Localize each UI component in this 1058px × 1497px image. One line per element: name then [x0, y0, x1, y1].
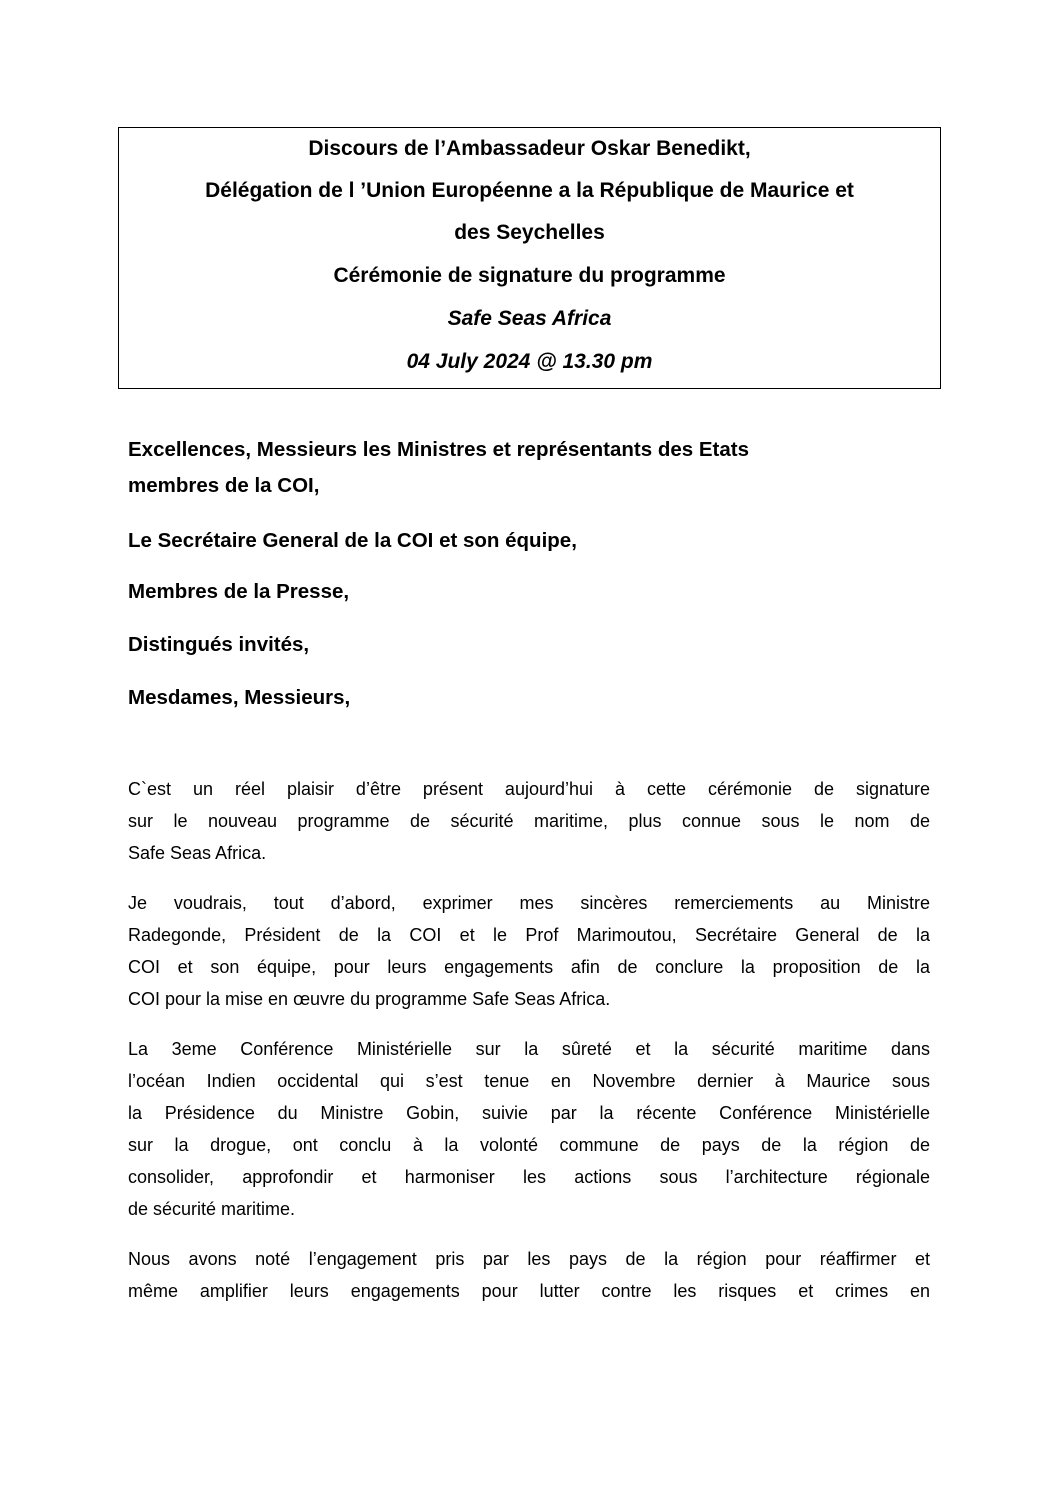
- text-line: Nous avons noté l’engagement pris par les pays de la région pour réaffirmer et: [128, 1249, 930, 1269]
- text-line: l’océan Indien occidental qui s’est tenue en Novembre dernier à Maurice sous: [128, 1071, 930, 1091]
- salutation: Membres de la Presse,: [128, 580, 350, 603]
- salutation: Mesdames, Messieurs,: [128, 686, 351, 709]
- speech-title-box: [118, 127, 941, 389]
- text-line: Je voudrais, tout d’abord, exprimer mes sincères remerciements au Ministre: [128, 893, 930, 913]
- title-line: Discours de l’Ambassadeur Oskar Benedikt,: [308, 137, 751, 160]
- paragraph: [128, 887, 930, 1015]
- paragraph: [128, 1243, 930, 1307]
- salutation: Le Secrétaire General de la COI et son équipe,: [128, 529, 577, 552]
- text-line: sur la drogue, ont conclu à la volonté commune de pays de la région de: [128, 1135, 930, 1155]
- text-line: sur le nouveau programme de sécurité maritime, plus connue sous le nom de: [128, 811, 930, 831]
- text-line: même amplifier leurs engagements pour lutter contre les risques et crimes en: [128, 1281, 930, 1301]
- paragraph: [128, 773, 930, 869]
- salutation: Excellences, Messieurs les Ministres et représentants des Etats: [128, 438, 749, 461]
- text-line: consolider, approfondir et harmoniser les actions sous l’architecture régionale: [128, 1167, 930, 1187]
- speech-body: [128, 773, 930, 1325]
- text-line: C`est un réel plaisir d’être présent aujourd’hui à cette cérémonie de signature: [128, 779, 930, 799]
- delegation-line-cont: des Seychelles: [454, 221, 605, 244]
- programme-name: Safe Seas Africa: [447, 307, 612, 330]
- text-line: COI et son équipe, pour leurs engagements afin de conclure la proposition de la: [128, 957, 930, 977]
- text-line: de sécurité maritime.: [128, 1199, 296, 1219]
- text-line: Safe Seas Africa.: [128, 843, 267, 863]
- event-date: 04 July 2024 @ 13.30 pm: [406, 350, 653, 373]
- text-line: Radegonde, Président de la COI et le Prof Marimoutou, Secrétaire General de la: [128, 925, 930, 945]
- paragraph: [128, 1033, 930, 1225]
- salutation: membres de la COI,: [128, 474, 320, 497]
- ceremony-line: Cérémonie de signature du programme: [333, 264, 726, 287]
- text-line: la Présidence du Ministre Gobin, suivie par la récente Conférence Ministérielle: [128, 1103, 930, 1123]
- salutation: Distingués invités,: [128, 633, 310, 656]
- text-line: COI pour la mise en œuvre du programme Safe Seas Africa.: [128, 989, 611, 1009]
- delegation-line: Délégation de l ’Union Européenne a la République de Maurice et: [205, 179, 854, 202]
- text-line: La 3eme Conférence Ministérielle sur la sûreté et la sécurité maritime dans: [128, 1039, 930, 1059]
